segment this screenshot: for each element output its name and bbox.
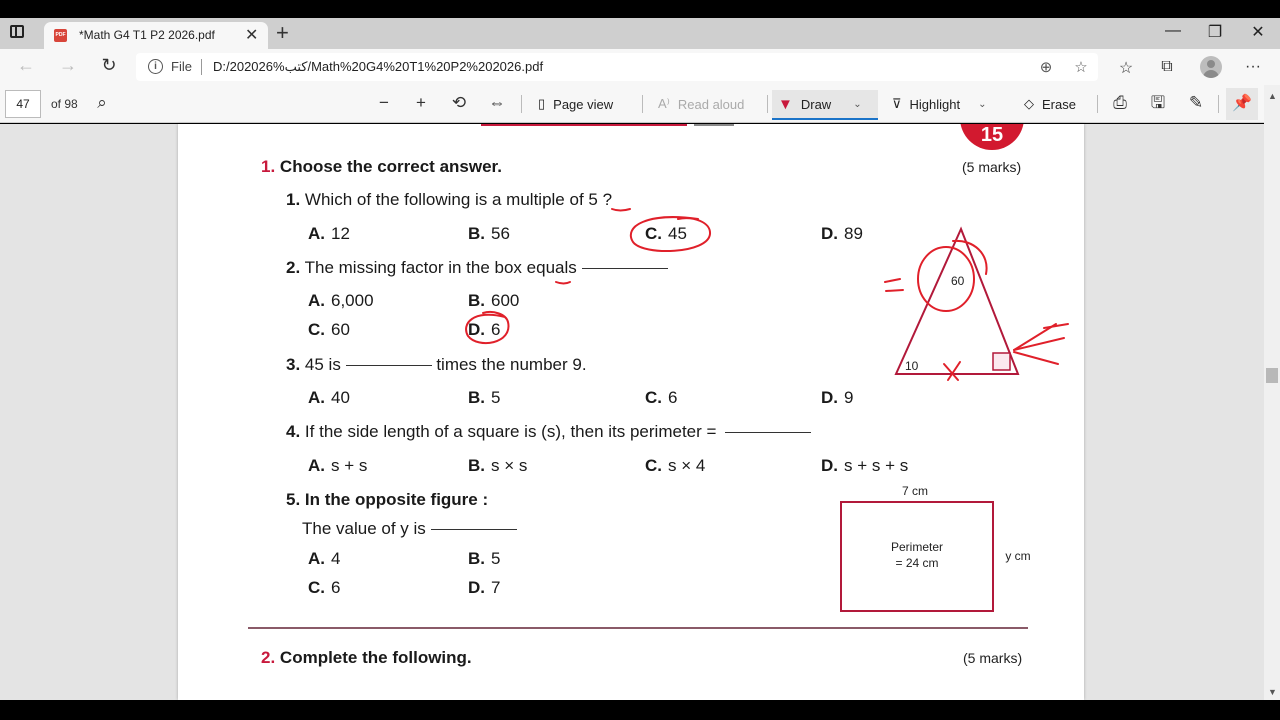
header-red-line bbox=[481, 124, 687, 126]
option-c: C. 45 bbox=[645, 224, 687, 243]
zoom-out-icon[interactable]: − bbox=[379, 93, 389, 112]
answer-blank bbox=[582, 268, 668, 269]
question-text: In the opposite figure : bbox=[304, 490, 489, 509]
pdf-toolbar bbox=[0, 85, 1264, 123]
option-d: D. s + s + s bbox=[821, 456, 909, 475]
draw-button[interactable] bbox=[772, 90, 878, 120]
highlight-label: Highlight bbox=[909, 96, 961, 112]
screen-bottom-border bbox=[0, 700, 1280, 720]
option-b: B. 56 bbox=[468, 224, 510, 243]
url-text[interactable]: D:/202026%كتب/Math%20G4%20T1%20P2%202026.pdf bbox=[213, 59, 544, 74]
read-aloud-button[interactable] bbox=[652, 90, 750, 118]
answer-blank bbox=[346, 365, 432, 366]
scroll-thumb[interactable] bbox=[1266, 368, 1278, 383]
triangle-figure bbox=[178, 124, 1084, 700]
question-5-subtext: The value of y is bbox=[302, 519, 517, 539]
question-number: 3. bbox=[286, 355, 301, 374]
perimeter-value: = 24 cm bbox=[895, 556, 939, 570]
draw-chevron-icon[interactable]: ⌄ bbox=[853, 98, 862, 110]
section-title: Complete the following. bbox=[279, 648, 472, 667]
option-a: A. 6,000 bbox=[308, 291, 374, 310]
new-tab-button[interactable]: + bbox=[276, 20, 289, 45]
erase-button[interactable] bbox=[1018, 90, 1082, 118]
page-badge: 15 bbox=[960, 124, 1024, 150]
header-gray-line bbox=[694, 124, 734, 126]
section-number: 2. bbox=[261, 648, 276, 667]
question-number: 2. bbox=[286, 258, 301, 277]
left-angle-label: 10 bbox=[905, 359, 919, 373]
erase-label: Erase bbox=[1042, 96, 1076, 112]
rect-side-label: y cm bbox=[1005, 549, 1031, 563]
minimize-button[interactable]: — bbox=[1165, 22, 1181, 39]
page-view-button[interactable] bbox=[532, 90, 619, 118]
toolbar-separator bbox=[767, 95, 768, 113]
profile-avatar[interactable] bbox=[1200, 56, 1222, 78]
pin-toolbar-icon[interactable]: 📌 bbox=[1226, 88, 1258, 120]
add-favorite-icon[interactable]: ☆ bbox=[1074, 59, 1088, 76]
scheme-label: File bbox=[171, 59, 192, 74]
more-icon[interactable]: ··· bbox=[1245, 58, 1261, 75]
answer-blank bbox=[431, 529, 517, 530]
eraser-icon: ◇ bbox=[1024, 96, 1034, 111]
info-icon[interactable]: i bbox=[148, 59, 163, 74]
top-angle-label: 60 bbox=[951, 274, 965, 288]
section-2-heading bbox=[261, 648, 472, 668]
tab-close-icon[interactable]: ✕ bbox=[245, 27, 259, 44]
option-a: A. 40 bbox=[308, 388, 350, 407]
close-window-button[interactable]: ✕ bbox=[1251, 24, 1265, 41]
option-d: D. 6 bbox=[468, 320, 501, 339]
scroll-up-icon[interactable]: ▲ bbox=[1268, 91, 1277, 101]
address-bar[interactable] bbox=[136, 53, 1098, 81]
toolbar-separator bbox=[1097, 95, 1098, 113]
back-icon[interactable]: ← bbox=[17, 55, 35, 75]
question-3 bbox=[286, 355, 587, 375]
highlight-button[interactable] bbox=[886, 90, 993, 118]
page-number-input[interactable]: 47 bbox=[5, 90, 41, 118]
section-2-marks: (5 marks) bbox=[963, 650, 1023, 666]
question-text: Which of the following is a multiple of 5 ? bbox=[304, 190, 613, 209]
option-d: D. 89 bbox=[821, 224, 863, 243]
question-1 bbox=[286, 190, 612, 210]
rectangle-figure bbox=[840, 501, 994, 612]
option-a: A. s + s bbox=[308, 456, 368, 475]
save-as-icon[interactable]: ✎ bbox=[1188, 93, 1204, 112]
page-total: of 98 bbox=[51, 97, 78, 111]
question-2 bbox=[286, 258, 668, 278]
read-aloud-label: Read aloud bbox=[677, 96, 745, 112]
rotate-icon[interactable]: ⟲ bbox=[451, 93, 467, 112]
question-text: If the side length of a square is (s), then its perimeter = bbox=[304, 422, 717, 441]
pdf-icon: PDF bbox=[54, 29, 67, 42]
ink-annotations bbox=[178, 124, 1084, 700]
draw-pen-icon: ▼ bbox=[778, 95, 793, 113]
question-number: 4. bbox=[286, 422, 301, 441]
rect-top-label: 7 cm bbox=[901, 484, 928, 498]
tab-title: *Math G4 T1 P2 2026.pdf bbox=[79, 28, 215, 42]
print-icon[interactable]: ⎙ bbox=[1113, 93, 1127, 112]
restore-button[interactable]: ❐ bbox=[1207, 24, 1223, 41]
option-b: B. 5 bbox=[468, 388, 501, 407]
perimeter-label: Perimeter bbox=[890, 540, 943, 554]
tab-actions-button[interactable] bbox=[10, 25, 34, 43]
save-icon[interactable]: 🖫 bbox=[1150, 93, 1166, 112]
question-text: The missing factor in the box equals bbox=[304, 258, 577, 277]
section-number: 1. bbox=[261, 157, 276, 176]
section-divider bbox=[248, 627, 1028, 629]
question-4 bbox=[286, 422, 811, 442]
question-5 bbox=[286, 490, 488, 510]
option-a: A. 4 bbox=[308, 549, 341, 568]
highlight-chevron-icon[interactable]: ⌄ bbox=[978, 98, 987, 110]
zoom-in-icon[interactable]: + bbox=[416, 93, 426, 112]
page-view-icon: ▯ bbox=[538, 96, 546, 111]
answer-blank bbox=[725, 432, 811, 433]
option-a: A. 12 bbox=[308, 224, 350, 243]
tab-actions-icon bbox=[10, 25, 24, 38]
address-row bbox=[0, 49, 1280, 85]
option-c: C. 6 bbox=[308, 578, 341, 597]
forward-icon[interactable]: → bbox=[59, 55, 77, 75]
scroll-down-icon[interactable]: ▼ bbox=[1268, 687, 1277, 697]
draw-label: Draw bbox=[800, 96, 832, 112]
question-number: 1. bbox=[286, 190, 301, 209]
section-title: Choose the correct answer. bbox=[279, 157, 502, 176]
option-b: B. 600 bbox=[468, 291, 520, 310]
refresh-icon[interactable]: ↻ bbox=[101, 55, 117, 75]
zoom-icon[interactable]: ⊕ bbox=[1039, 59, 1053, 76]
option-d: D. 7 bbox=[468, 578, 501, 597]
section-1-heading bbox=[261, 157, 502, 177]
pdf-page bbox=[178, 124, 1084, 700]
fit-width-icon[interactable]: ⇔ bbox=[488, 93, 506, 112]
tab-strip bbox=[0, 18, 1280, 49]
vertical-scrollbar[interactable] bbox=[1264, 85, 1280, 700]
active-tab[interactable] bbox=[44, 22, 268, 49]
section-1-marks: (5 marks) bbox=[962, 159, 1022, 175]
toolbar-separator bbox=[642, 95, 643, 113]
option-b: B. 5 bbox=[468, 549, 501, 568]
option-c: C. 6 bbox=[645, 388, 678, 407]
pdf-viewer[interactable] bbox=[0, 124, 1264, 700]
question-text: 45 is bbox=[304, 355, 341, 374]
option-d: D. 9 bbox=[821, 388, 854, 407]
option-c: C. s × 4 bbox=[645, 456, 706, 475]
question-text: times the number 9. bbox=[436, 355, 587, 374]
toolbar-separator bbox=[521, 95, 522, 113]
page-view-label: Page view bbox=[553, 96, 614, 112]
favorites-icon[interactable]: ☆ bbox=[1118, 60, 1134, 77]
collections-icon[interactable]: ⧉ bbox=[1161, 58, 1173, 75]
toolbar-separator bbox=[1218, 95, 1219, 113]
search-icon[interactable]: ⌕ bbox=[97, 93, 107, 112]
option-b: B. s × s bbox=[468, 456, 528, 475]
option-c: C. 60 bbox=[308, 320, 350, 339]
screen-top-border bbox=[0, 0, 1280, 18]
address-separator bbox=[201, 59, 202, 75]
read-aloud-icon: A⁾ bbox=[658, 96, 670, 111]
question-number: 5. bbox=[286, 490, 301, 509]
highlighter-icon: ⊽ bbox=[892, 96, 902, 111]
